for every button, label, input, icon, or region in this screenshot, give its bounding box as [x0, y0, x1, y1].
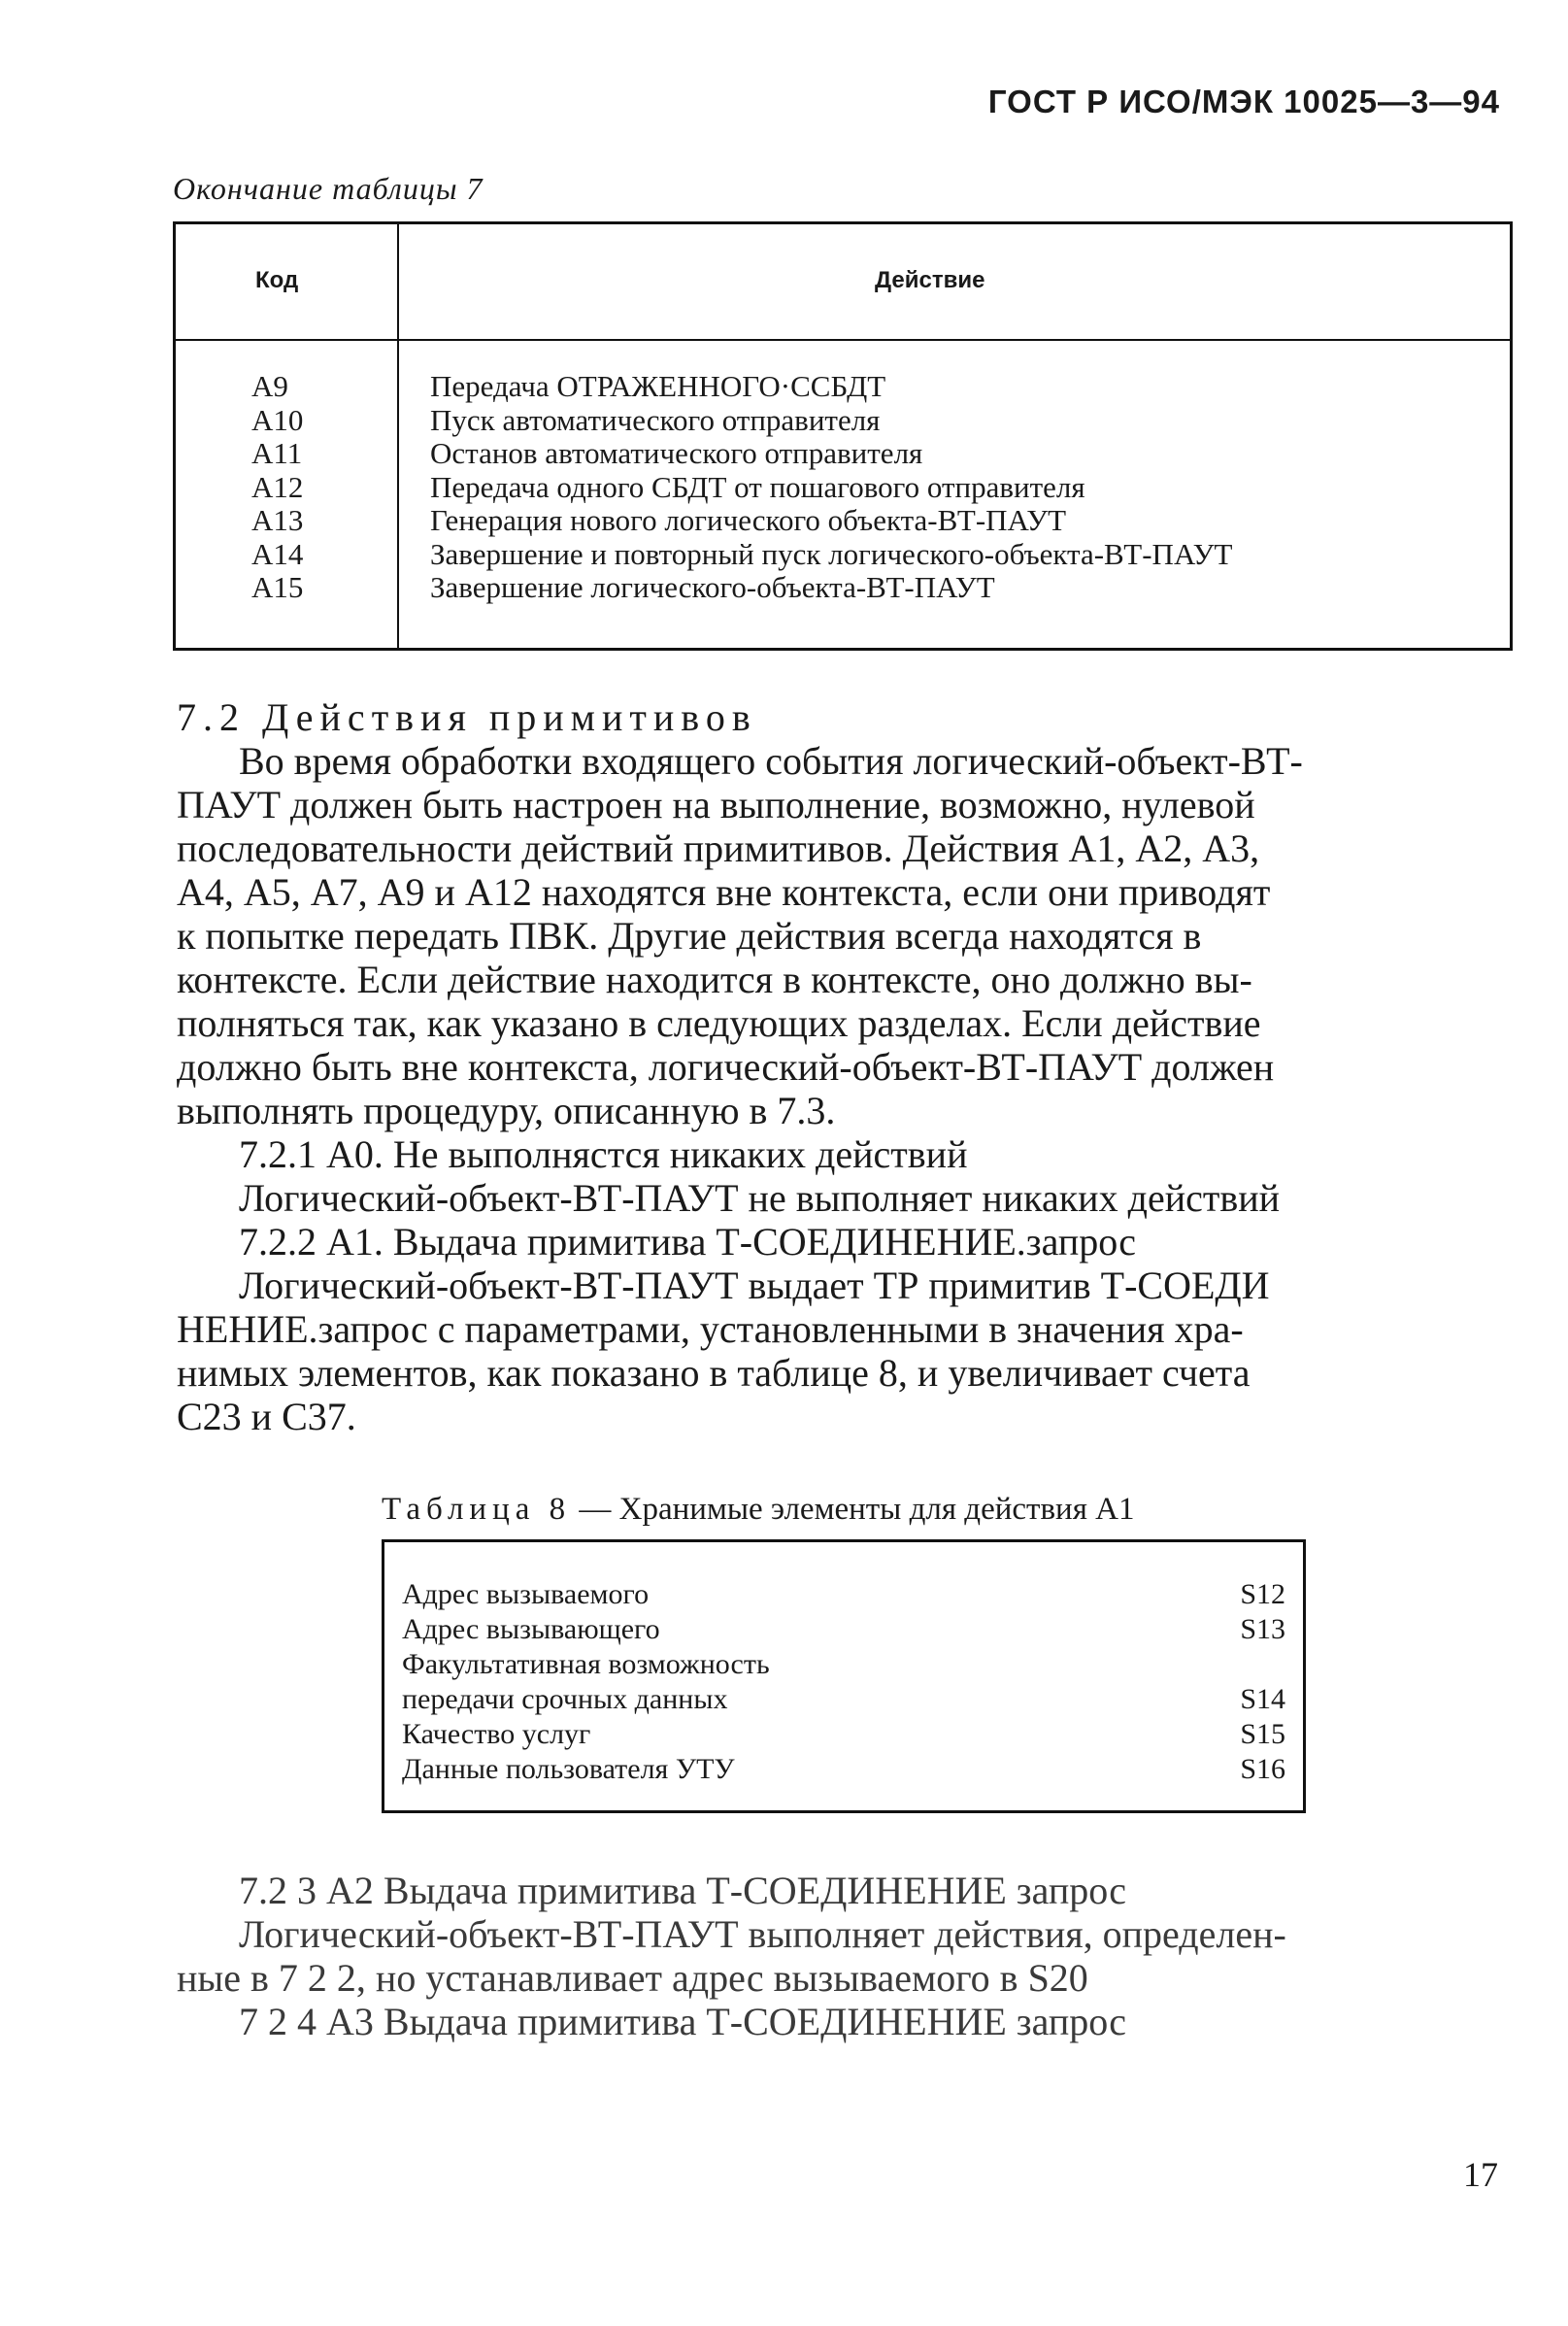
- section-7-2-2-line: Логический-объект-ВТ-ПАУТ выдает ТР примитив Т-СОЕДИ: [239, 1264, 1270, 1307]
- table8-row-name: Факультативная возможность: [402, 1648, 770, 1680]
- table8-row: [402, 1577, 1285, 1612]
- table7-row-action: Останов автоматического отправителя: [430, 436, 923, 470]
- table7-row-action: Завершение и повторный пуск логического-объекта-ВТ-ПАУТ: [430, 536, 1233, 571]
- section-7-2-3-title: 7.2 3 А2 Выдача примитива Т-СОЕДИНЕНИЕ запрос: [239, 1869, 1126, 1912]
- section-7-2: [177, 695, 1517, 1438]
- section-7-2-line: полняться так, как указано в следующих разделах. Если действие: [177, 1001, 1261, 1045]
- table7-row-action: Передача одного СБДТ от пошагового отправителя: [430, 469, 1085, 504]
- table7-row-action: Генерация нового логического объекта-ВТ-ПАУТ: [430, 503, 1067, 537]
- section-7-2-line: к попытке передать ПВК. Другие действия всегда находятся в: [177, 914, 1202, 958]
- table7-row-code: А12: [251, 469, 304, 504]
- table8-caption-label: Таблица 8: [382, 1492, 572, 1527]
- section-7-2-4-title: 7 2 4 А3 Выдача примитива Т-СОЕДИНЕНИЕ запрос: [239, 2000, 1126, 2043]
- table7-row-code: А9: [251, 369, 288, 403]
- page-number: 17: [1463, 2155, 1498, 2194]
- table8-row-name: передачи срочных данных: [402, 1683, 728, 1715]
- table-8: [382, 1539, 1306, 1813]
- table8-row-name: Данные пользователя УТУ: [402, 1753, 735, 1785]
- table8-row-code: S12: [1240, 1578, 1285, 1610]
- section-7-2-title: 7.2 Действия примитивов: [177, 695, 757, 739]
- table8-row-name: Адрес вызываемого: [402, 1578, 650, 1610]
- section-7-2-1-title: 7.2.1 А0. Не выполнястся никаких действий: [239, 1132, 968, 1176]
- section-7-2-line: контексте. Если действие находится в контексте, оно должно вы-: [177, 958, 1252, 1001]
- table8-row-name: Адрес вызывающего: [402, 1613, 660, 1645]
- section-7-2-2-line: нимых элементов, как показано в таблице 8, и увеличивает счета: [177, 1351, 1251, 1395]
- table7-caption: Окончание таблицы 7: [173, 171, 484, 206]
- section-7-2-3-line: ные в 7 2 2, но устанавливает адрес вызываемого в S20: [177, 1956, 1088, 2000]
- table7-row-action: Завершение логического-объекта-ВТ-ПАУТ: [430, 570, 995, 604]
- table7-row-code: А10: [251, 402, 304, 437]
- section-7-2-line: последовательности действий примитивов. Действия А1, А2, А3,: [177, 826, 1260, 870]
- section-7-2-line: Во время обработки входящего события логический-объект-ВТ-: [239, 739, 1303, 783]
- section-7-2-1-text: Логический-объект-ВТ-ПАУТ не выполняет никаких действий: [239, 1176, 1281, 1220]
- table8-row: [402, 1752, 1285, 1787]
- table-7: [173, 221, 1513, 651]
- table8-row-code: S15: [1240, 1718, 1285, 1750]
- table8-caption: [382, 1492, 1134, 1528]
- table8-row: [402, 1647, 1285, 1682]
- table7-header-code: Код: [255, 267, 299, 293]
- table8-row: [402, 1612, 1285, 1647]
- table7-header-action: Действие: [875, 267, 985, 293]
- table7-row-code: А14: [251, 536, 304, 571]
- table7-row-code: А15: [251, 570, 304, 604]
- table7-row-code: А11: [251, 436, 303, 470]
- section-7-2-2-line: НЕНИЕ.запрос с параметрами, установленными в значения хра-: [177, 1307, 1244, 1351]
- section-7-2-line: А4, А5, А7, А9 и А12 находятся вне контекста, если они приводят: [177, 870, 1271, 914]
- table7-column-divider: [397, 224, 399, 648]
- table8-row-code: S14: [1240, 1683, 1285, 1715]
- table8-row: [402, 1682, 1285, 1717]
- section-7-2-2-line: С23 и С37.: [177, 1395, 356, 1438]
- table7-row-action: Передача ОТРАЖЕННОГО·ССБДТ: [430, 369, 886, 403]
- table7-row-action: Пуск автоматического отправителя: [430, 402, 881, 437]
- document-header: ГОСТ Р ИСО/МЭК 10025—3—94: [987, 84, 1500, 119]
- section-7-2-2-title: 7.2.2 А1. Выдача примитива Т-СОЕДИНЕНИЕ.запрос: [239, 1220, 1136, 1264]
- table7-row-code: А13: [251, 503, 304, 537]
- section-7-2-3-line: Логический-объект-ВТ-ПАУТ выполняет действия, определен-: [239, 1912, 1286, 1956]
- section-7-2-line: выполнять процедуру, описанную в 7.3.: [177, 1089, 836, 1132]
- table8-caption-text: — Хранимые элементы для действия А1: [571, 1492, 1135, 1527]
- table8-row-code: S16: [1240, 1753, 1285, 1785]
- section-7-2-line: должно быть вне контекста, логический-объект-ВТ-ПАУТ должен: [177, 1045, 1275, 1089]
- section-7-2-line: ПАУТ должен быть настроен на выполнение, возможно, нулевой: [177, 783, 1255, 826]
- section-7-2-3: [177, 1869, 1517, 2043]
- table8-row: [402, 1717, 1285, 1752]
- table8-row-name: Качество услуг: [402, 1718, 591, 1750]
- table7-header-divider: [176, 339, 1510, 341]
- table8-row-code: S13: [1240, 1613, 1285, 1645]
